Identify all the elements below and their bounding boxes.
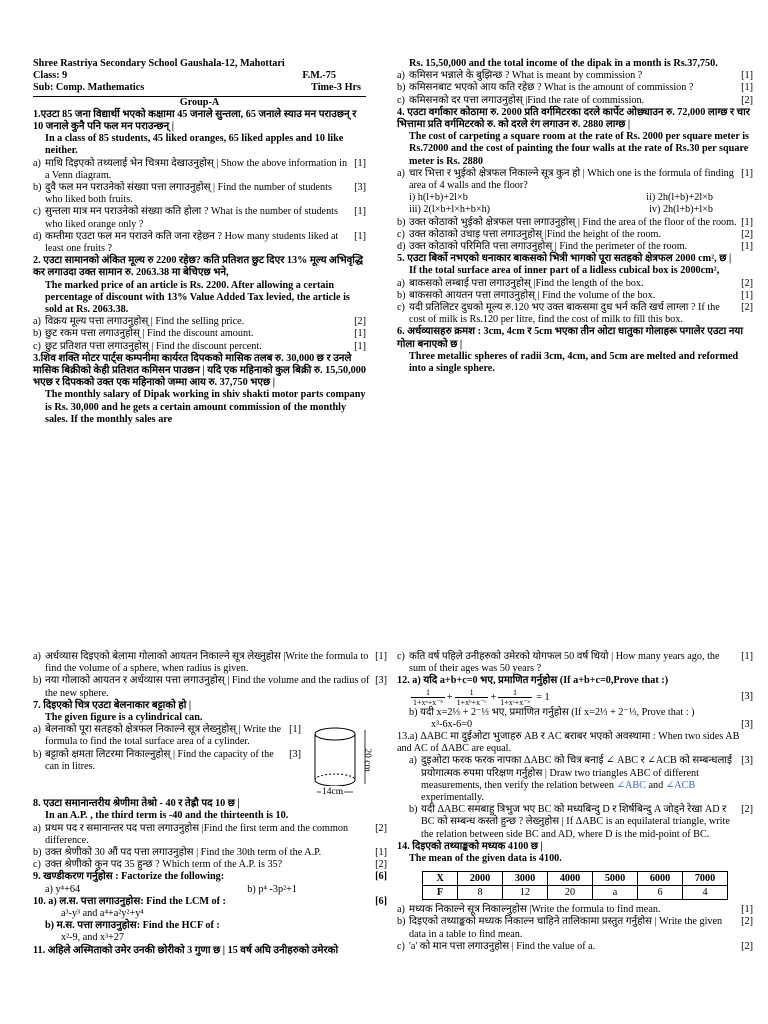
q1a [33, 158, 366, 182]
q14b-label: b) [397, 916, 406, 928]
q1b [33, 182, 366, 206]
table-cell: 12 [503, 886, 548, 900]
q4a-options-row1 [397, 192, 753, 204]
q4a-option-2: ii) 2h(l+b)+2l×b [646, 192, 713, 204]
q1a-marks: [1] [354, 157, 366, 169]
q12a-equation-row [397, 688, 753, 707]
q10a-expression: a³-y³ and a⁴+a²y²+y⁴ [61, 908, 144, 920]
q7b-label: b) [33, 748, 42, 760]
q8a-text: प्रथम पद र समानान्तर पद पत्ता लगाउनुहोस |Find the first term and the common difference. [45, 822, 349, 846]
column-bottom-right [397, 651, 753, 953]
q7-nepali: 7. दिइएको चित्र एउटा बेलनाकार बट्टाको हो | [33, 699, 192, 711]
table-cell: 6 [638, 886, 683, 900]
q6-english: Three metallic spheres of radii 3cm, 4cm, and 5cm are melted and reformed into a single sphere. [409, 350, 739, 375]
q13a [397, 755, 753, 804]
q8a-label: a) [33, 822, 41, 834]
q9b-text: b) p⁴ -3p²+1 [247, 883, 297, 895]
cylinder-drawing [305, 724, 387, 798]
q8a [33, 823, 387, 847]
q7-parts [33, 724, 305, 798]
subject-label: Sub: Comp. Mathematics [33, 82, 145, 94]
q10-text: 10. a) ल.स. पत्ता लगाउनुहोस: Find the LCM of : [33, 895, 226, 907]
table-cell: 6000 [638, 872, 683, 886]
q7a-text: बेलनाको पूरा सतहको क्षेत्रफल निकाल्ने सूत्र लेख्नुहोस् | Write the formula to find the total surface area of a cylinder. [45, 724, 282, 748]
q8a-marks: [2] [375, 822, 387, 834]
q4a-option-3: iii) 2(l×b+l×h+b×h) [409, 204, 491, 216]
q1-english: In a class of 85 students, 45 liked oranges, 65 liked apples and 10 like neither. [45, 133, 344, 157]
q4c-marks: [2] [741, 228, 753, 240]
q12b-marks: [3] [741, 718, 753, 730]
q14a-label: a) [397, 904, 405, 916]
q2a [33, 316, 366, 328]
q4-nepali: 4. एउटा वर्गाकार कोठामा रु. 2000 प्रति वर्गमिटरका दरले कार्पेट ओछ्याउन रु. 72,000 लाग्छ र चार भित्तामा प्रति वर्गमिटरको रु. को दरले रंग लगाउन रु. 2880 लाग्छ | [397, 106, 750, 131]
q2b-label: b) [33, 328, 42, 340]
q9a-text: a) y⁴+64 [45, 883, 81, 895]
q12a-fraction-3-num: 1 [498, 688, 531, 698]
time-label: Time-3 Hrs [311, 82, 361, 94]
q3-continuation: Rs. 15,50,000 and the total income of the dipak in a month is Rs.37,750. [409, 58, 718, 69]
q3c-label: c) [397, 94, 405, 106]
q1d-label: d) [33, 230, 42, 242]
q14c [397, 941, 753, 953]
q12a-fraction-1-num: 1 [411, 688, 445, 698]
q14b-text: दिइएको तथ्याङ्कको मध्यक निकाल्न चाहिने तालिकामा प्रस्तुत गर्नुहोस | Write the given data in a table to find mean. [409, 916, 723, 940]
q2b-text: छुट रकम पत्ता लगाउनुहोस् | Find the discount amount. [45, 328, 254, 340]
q9-heading [33, 871, 387, 883]
q6b-label: b) [33, 675, 42, 687]
q3-nepali: 3.शिव शक्ति मोटर पार्ट्स कम्पनीमा कार्यरत दिपकको मासिक तलब रु. 30,000 छ र उनले मासिक बिक्रीको केही प्रतिशत कमिसन पाउछन | यदि एक महिनाको कुल बिक्री रु. 15,50,000 भएछ र दिपकको उक्त एक महिनाको जम्मा आय रु. 37,750 भएछ | [33, 352, 366, 389]
q7a [33, 724, 301, 748]
q8-english: In an A.P. , the third term is -40 and the thirteenth is 10. [45, 810, 289, 822]
q9-text: 9. खण्डीकरण गर्नुहोस : Factorize the following: [33, 871, 225, 883]
q13a-body [421, 755, 737, 804]
q1c [33, 206, 366, 230]
q2a-text: विक्रय मूल्य पत्ता लगाउनुहोस् | Find the selling price. [45, 316, 245, 328]
q12a-equation: $\frac{1}{\text{1+xᵃ+x⁻ᵇ}}$ + $\frac{1}{\text{1+xᵇ+x⁻ᶜ}}$ + $\frac{1}{\text{1+xᶜ+x⁻ᵃ}}$ = 1 [413, 687, 550, 707]
q13a-angle-abc: ∠ABC [616, 779, 646, 791]
table-cell: 3000 [503, 872, 548, 886]
q4c-label: c) [397, 228, 405, 240]
q1b-marks: [3] [354, 182, 366, 194]
q8c [33, 859, 387, 871]
q10-heading [33, 896, 387, 908]
q5a-text: बाकसको लम्बाई पत्ता लगाउनुहोस् |Find the length of the box. [409, 277, 644, 289]
q14c-text: 'a' को मान पत्ता लगाउनुहोस | Find the value of a. [409, 940, 596, 952]
q3c [397, 95, 753, 107]
full-marks: F.M.-75 [302, 70, 336, 82]
q1-nepali: 1.एउटा 85 जना विद्यार्थी भएको कक्षामा 45 जनाले सुन्तला, 65 जनाले स्याउ मन पराउछन् र 10 जनाले कुनै पनि फल मन पराउन्छन् | [33, 108, 357, 133]
q5b [397, 290, 753, 302]
q4d-text: उक्त कोठाको परिमिति पत्ता लगाउनुहोस् | Find the perimeter of the room. [409, 241, 688, 253]
q2c-label: c) [33, 340, 41, 352]
q13a-marks: [3] [741, 755, 753, 767]
table-cell: 4000 [548, 872, 593, 886]
q5b-text: बाकसको आयतन पत्ता लगाउनुहोस् | Find the volume of the box. [409, 289, 656, 301]
q13a-end: experimentally. [421, 792, 484, 804]
q1d-text: कम्तीमा एउटा फल मन पराउने कति जना रहेछन ? How many students liked at least one fruits ? [45, 230, 339, 255]
table-row-x [423, 872, 728, 886]
q8c-label: c) [33, 859, 41, 871]
q8-nepali: 8. एउटा समानान्तरीय श्रेणीमा तेश्रो - 40 र तेह्रौ पद 10 छ | [33, 798, 240, 810]
q3a-marks: [1] [741, 70, 753, 82]
q6b-marks: [3] [375, 675, 387, 687]
table-row-f [423, 886, 728, 900]
header-row-subject [33, 82, 366, 94]
q14a-marks: [1] [741, 904, 753, 916]
q12a-fraction-3 [498, 688, 531, 707]
table-header-x: X [423, 872, 458, 886]
q11c-text: कति वर्ष पहिले उनीहरुको उमेरको योगफल 50 वर्ष थियो | How many years ago, the sum of their ages was 50 years ? [409, 651, 720, 675]
q4d-marks: [1] [741, 241, 753, 253]
q13-text: 13.a) ΔABC मा दुईओटा भुजाहरु AB र AC बराबर भएको अवस्थामा : When two sides AB and AC of ΔABC are equal. [397, 731, 740, 755]
q2c [33, 341, 366, 353]
q8b-marks: [1] [375, 847, 387, 859]
table-cell: 5000 [593, 872, 638, 886]
q9-marks: [6] [375, 871, 387, 883]
q13a-and: and [648, 779, 664, 791]
q4a-option-4: iv) 2h(l+b)+l×b [649, 204, 713, 216]
q5a [397, 278, 753, 290]
q12b-row [397, 719, 753, 731]
q1d-marks: [1] [354, 230, 366, 242]
q1b-label: b) [33, 182, 42, 194]
q7b-text: बट्टाको क्षमता लिटरमा निकाल्नुहोस् | Find the capacity of the can in litres. [45, 748, 274, 772]
q6b-text: नया गोलाको आयतन र अर्धव्यास पत्ता लगाउनुहोस् | Find the volume and the radius of the new sphere. [45, 675, 370, 699]
q11c-label: c) [397, 651, 405, 662]
q3b-marks: [1] [741, 82, 753, 94]
class-label: Class: 9 [33, 70, 68, 82]
column-bottom-left [33, 651, 387, 957]
q2a-marks: [2] [354, 316, 366, 328]
q14-nepali: 14. दिइएको तथ्याङ्कको मध्यक 4100 छ | [397, 840, 543, 852]
q14c-marks: [2] [741, 940, 753, 952]
q11-text: 11. अहिले अस्मिताको उमेर उनकी छोरीको 3 गुणा छ | 15 वर्ष अघि उनीहरुको उमेरको [33, 944, 339, 956]
q1c-label: c) [33, 206, 41, 218]
q12a-fraction-3-den: 1+xᶜ+x⁻ᵃ [500, 697, 530, 707]
q4d [397, 241, 753, 253]
q14b [397, 916, 753, 940]
q5b-marks: [1] [741, 289, 753, 301]
q5c-marks: [2] [741, 302, 753, 314]
q1a-label: a) [33, 157, 41, 169]
q12b-expression: x³-6x-6=0 [431, 718, 473, 730]
q6-nepali: 6. अर्धव्यासहरु क्रमश : 3cm, 4cm र 5cm भएका तीन ओटा धातुका गोलाहरू पगालेर एउटा नया गोला बनाएको छ | [397, 326, 743, 350]
q7b [33, 749, 301, 773]
q5c-text: यदी प्रतिलिटर दुधको मूल्य रु.120 भए उक्त बाकसमा दुध भर्न कति खर्च लाग्ला ? If the cost of milk is Rs.120 per litre, find the cost of milk to fill this box. [409, 302, 720, 326]
q13a-english: Draw two triangles ABC of different measurements, then verify the relation between [421, 767, 699, 791]
q3c-marks: [2] [741, 94, 753, 106]
table-cell: 2000 [458, 872, 503, 886]
q11c-marks: [1] [741, 651, 753, 662]
table-cell: 20 [548, 886, 593, 900]
q4a-options-row2 [397, 204, 753, 216]
q4b-label: b) [397, 216, 406, 228]
q6a-text: अर्धव्यास दिइएको बेलामा गोलाको आयतन निकाल्ने सूत्र लेख्नुहोस |Write the formula to find the volume of a sphere, when radius is given. [45, 651, 369, 675]
q4b [397, 217, 753, 229]
table-cell: a [593, 886, 638, 900]
q5a-label: a) [397, 277, 405, 289]
q6a-label: a) [33, 651, 41, 662]
q12a-fraction-1 [411, 688, 445, 707]
q14a-text: मध्यक निकाल्ने सूत्र निकाल्नुहोस |Write the formula to find mean. [409, 904, 661, 916]
q2b [33, 328, 366, 340]
cylinder-width-label: 14cm [322, 787, 344, 798]
q8c-text: उक्त श्रेणीको कुन पद 35 हुन्छ ? Which term of the A.P. is 35? [45, 859, 283, 871]
q8b [33, 847, 387, 859]
table-cell: 8 [458, 886, 503, 900]
q6a [33, 651, 387, 675]
q14c-label: c) [397, 940, 405, 952]
q5c [397, 302, 753, 326]
q2b-marks: [1] [354, 328, 366, 340]
q13a-label: a) [409, 755, 417, 767]
q10b-heading: b) म.स. पत्ता लगाउनुहोस: Find the HCF of : [45, 920, 220, 932]
q4a [397, 168, 753, 192]
q4a-option-1: i) h(l+b)+2l×b [409, 192, 468, 204]
table-cell: 7000 [683, 872, 728, 886]
q6b [33, 675, 387, 699]
q4a-text: चार भित्ता र भुईको क्षेत्रफल निकाल्ने सूत्र कुन हो | Which one is the formula of finding area of 4 walls and the floor? [409, 167, 734, 192]
frequency-table [422, 871, 728, 900]
column-top-left [33, 58, 366, 426]
q3b-label: b) [397, 82, 406, 94]
q5b-label: b) [397, 289, 406, 301]
q13b-label: b) [409, 804, 418, 816]
q3b [397, 82, 753, 94]
q3-english: The monthly salary of Dipak working in shiv shakti motor parts company is Rs. 30,000 and he gets a certain amount commission of the monthly sales. If the monthly sales are [45, 389, 366, 425]
q3b-text: कमिसनबाट भएको आय कति रहेछ ? What is the amount of commission ? [409, 82, 694, 94]
q10-marks: [6] [375, 895, 387, 907]
q10b-expression: x²-9, and x³+27 [61, 932, 125, 944]
q1d [33, 231, 366, 255]
q2-english: The marked price of an article is Rs. 2200. After allowing a certain percentage of discount with 13% Value Added Tax levied, the article is sold at Rs. 2063.38. [45, 279, 350, 316]
q12a-fraction-2-den: 1+xᵇ+x⁻ᶜ [456, 697, 487, 707]
q2-nepali: 2. एउटा सामानको अंकित मूल्य रु 2200 रहेछ? कति प्रतिशत छुट दिएर 13% मूल्य अभिवृद्धि कर लगाउदा उक्त सामान रु. 2063.38 मा बेचिएछ भने, [33, 255, 364, 279]
q7a-marks: [1] [289, 724, 301, 736]
q4a-marks: [1] [741, 167, 753, 179]
q1a-text: माथि दिइएको तथ्यलाई भेन चित्रमा देखाउनुहोस् | Show the above information in a Venn diagram. [45, 157, 348, 181]
group-heading: Group-A [33, 96, 366, 109]
q12a-equals: = 1 [536, 691, 550, 703]
q11c [397, 651, 753, 675]
header-row-class [33, 70, 366, 82]
q4d-label: d) [397, 241, 406, 253]
q9-parts [33, 884, 387, 896]
q8c-marks: [2] [375, 859, 387, 871]
q4b-text: उक्त कोठाको भुईको क्षेत्रफल पत्ता लगाउनुहोस् | Find the area of the floor of the room. [409, 216, 737, 228]
q8b-label: b) [33, 847, 42, 859]
q3a-label: a) [397, 70, 405, 82]
table-header-f: F [423, 886, 458, 900]
q7a-label: a) [33, 724, 41, 736]
q5-nepali: 5. एउटा बिर्को नभएको धनाकार बाकसको भित्री भागको पूरा सतहको क्षेत्रफल 2000 cm², छ | [397, 253, 732, 265]
q4-english: The cost of carpeting a square room at the rate of Rs. 2000 per square meter is Rs.72000 and the cost of painting the four walls at the rate of Rs.30 per square meter is Rs. 2880 [409, 131, 750, 167]
q3c-text: कमिसनको दर पत्ता लगाउनुहोस् |Find the rate of commission. [409, 94, 645, 106]
q12a-fraction-2-num: 1 [455, 688, 489, 698]
q1c-marks: [1] [354, 206, 366, 218]
school-name: Shree Rastriya Secondary School Gaushala-12, Mahottari [33, 58, 285, 69]
q13b-marks: [2] [741, 804, 753, 816]
q4c [397, 229, 753, 241]
q3a [397, 70, 753, 82]
q13a-nepali: दुइओटा फरक फरक नापका ΔABC को चित्र बनाई ∠ ABC र ∠ACB को सम्बन्धलाई प्रयोगात्मक रुपमा परिक्षण गर्नुहोस | [421, 755, 732, 779]
q13b-text: यदी ΔABC समबाहु त्रिभुज भए BC को मध्यबिन्दु D र शिर्षबिन्दु A जोड्ने रेखा AD र BC को सम्बन्ध कस्तो हुन्छ ? लेख्नुहोस | If ΔABC is an equilateral triangle, write the relation between side BC and AD, where D is the mid-point of BC. [421, 804, 730, 840]
q14a [397, 904, 753, 916]
q12a-marks: [3] [741, 691, 753, 702]
q2c-marks: [1] [354, 340, 366, 352]
q8b-text: उक्त श्रेणीको 30 औं पद पत्ता लगाउनुहोस | Find the 30th term of the A.P. [45, 847, 322, 859]
q7-block [33, 724, 387, 798]
q12a-fraction-2 [455, 688, 489, 707]
cylinder-height-label: 20 cm [361, 748, 372, 773]
q12a-fraction-1-den: 1+xᵃ+x⁻ᵇ [413, 697, 443, 707]
q5c-label: c) [397, 302, 405, 314]
q7b-marks: [3] [289, 748, 301, 760]
q1c-text: सुन्तला मात्र मन पराउनेको संख्या कति होला ? What is the number of students who liked orange only ? [45, 206, 338, 230]
q12a-heading: 12. a) यदि a+b+c=0 भए, प्रमाणित गर्नुहोस (If a+b+c=0,Prove that :) [397, 675, 669, 687]
q14b-marks: [2] [741, 916, 753, 928]
q14-english: The mean of the given data is 4100. [409, 853, 562, 865]
q5-english: If the total surface area of inner part of a lidless cubical box is 2000cm², [409, 265, 720, 277]
q13b [397, 804, 753, 841]
q4c-text: उक्त कोठाको उचाइ पत्ता लगाउनुहोस् |Find the height of the room. [409, 228, 662, 240]
q5a-marks: [2] [741, 277, 753, 289]
table-cell: 4 [683, 886, 728, 900]
q13a-angle-acb: ∠ACB [665, 779, 696, 791]
column-top-right [397, 58, 753, 375]
q12b-text: b) यदी x=2⅓ + 2⁻⅓ भए, प्रमाणित गर्नुहोस (If x=2⅓ + 2⁻⅓, Prove that : ) [409, 706, 695, 718]
q7-english: The given figure is a cylindrical can. [45, 712, 203, 724]
q6a-marks: [1] [375, 651, 387, 662]
q4b-marks: [1] [741, 216, 753, 228]
q2c-text: छुट प्रतिशत पत्ता लगाउनुहोस् | Find the discount percent. [45, 340, 262, 352]
q3a-text: कमिसन भन्नाले के बुझिन्छ ? What is meant by commission ? [409, 70, 643, 82]
cylinder-figure [305, 724, 387, 798]
q2a-label: a) [33, 316, 41, 328]
q1b-text: दुवै फल मन पराउनेको संख्या पत्ता लगाउनुहोस् | Find the number of students who liked both fruits. [45, 182, 332, 206]
q4a-label: a) [397, 167, 405, 179]
